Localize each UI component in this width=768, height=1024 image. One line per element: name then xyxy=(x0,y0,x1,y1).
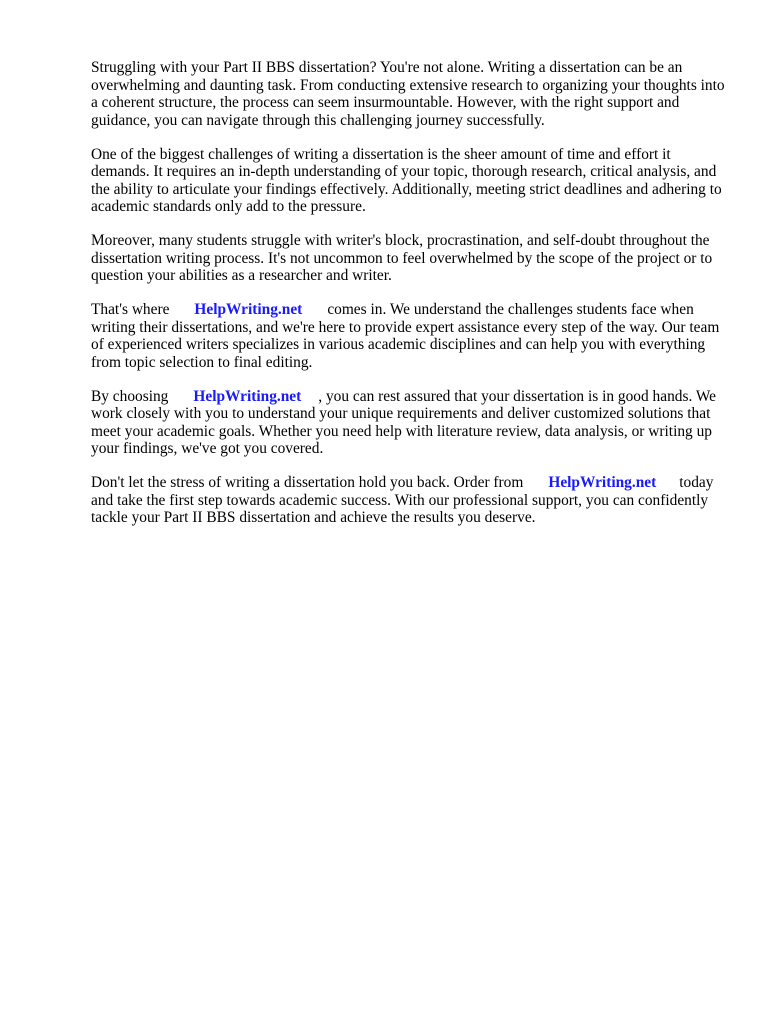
helpwriting-link-1[interactable]: HelpWriting.net xyxy=(194,301,303,318)
document-body xyxy=(91,59,731,543)
paragraph-choosing xyxy=(91,388,731,458)
paragraph-struggles: Moreover, many students struggle with writer's block, procrastination, and self-doubt throughout the dissertation writing process. It's not uncommon to feel overwhelmed by the scope of the project or to question your abilities as a researcher and writer. xyxy=(91,232,713,284)
paragraph-choosing-rest: , you can rest assured that your dissertation is in good hands. We work closely with you to understand your unique requirements and deliver customized solutions that meet your academic goals. Whether you need help with literature review, data analysis, or writing up your findings, we've got you covered. xyxy=(91,387,716,457)
helpwriting-link-2[interactable]: HelpWriting.net xyxy=(193,387,302,405)
paragraph-intro: Struggling with your Part II BBS dissertation? You're not alone. Writing a dissertation can be an overwhelming and daunting task. From conducting extensive research to organizing your thoughts into a coherent structure, the process can seem insurmountable. However, with the right support and guidance, you can navigate through this challenging journey successfully. xyxy=(91,59,725,129)
paragraph-service-intro-rest: comes in. We understand the challenges students face when writing their dissertations, and we're here to provide expert assistance every step of the way. Our team of experienced writers specializes in various academic disciplines and can help you with everything from topic selection to final editing. xyxy=(91,301,720,371)
paragraph-call-to-action-rest: today and take the first step towards academic success. With our professional support, you can confidently tackle your Part II BBS dissertation and achieve the results you deserve. xyxy=(91,474,714,526)
paragraph-call-to-action xyxy=(91,474,731,527)
helpwriting-link-3[interactable]: HelpWriting.net xyxy=(548,474,657,491)
paragraph-call-to-action-lead: Don't let the stress of writing a dissertation hold you back. Order from xyxy=(91,474,524,491)
paragraph-challenges: One of the biggest challenges of writing a dissertation is the sheer amount of time and effort it demands. It requires an in-depth understanding of your topic, thorough research, critical analysis, and the ability to articulate your findings effectively. Additionally, meeting strict deadlines and adhering to academic standards only add to the pressure. xyxy=(91,145,722,215)
paragraph-choosing-lead: By choosing xyxy=(91,387,169,405)
paragraph-service-intro xyxy=(91,301,731,371)
paragraph-service-intro-lead: That's where xyxy=(91,301,170,318)
